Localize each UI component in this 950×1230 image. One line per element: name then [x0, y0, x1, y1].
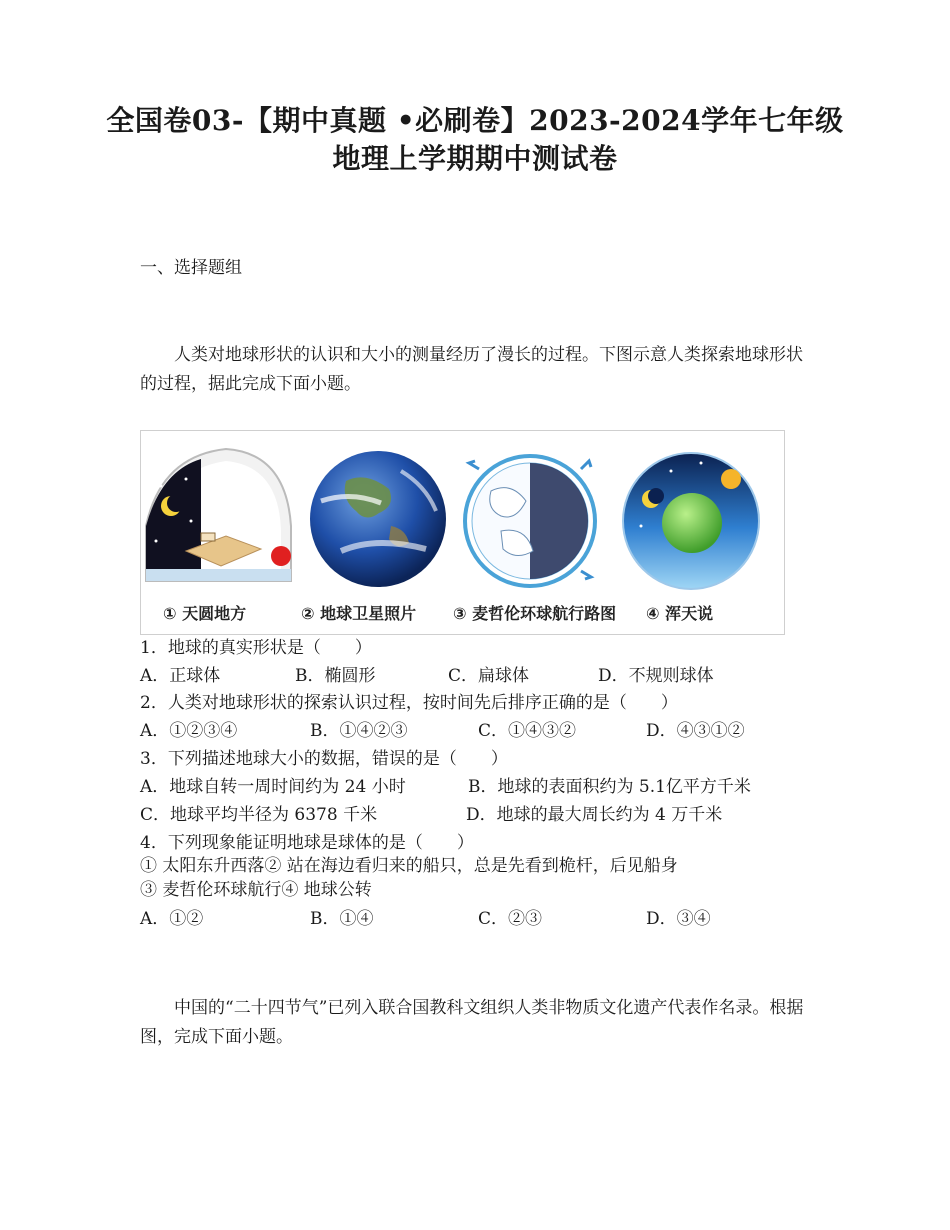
q2-option-a: A．①②③④: [140, 721, 238, 741]
q2-option-c: C．①④③②: [478, 721, 577, 741]
q1-option-a: A．正球体: [140, 666, 221, 686]
q3-option-a: A．地球自转一周时间约为 24 小时: [140, 777, 406, 797]
q1-option-b: B．椭圆形: [295, 666, 376, 686]
intro-paragraph-2: 中国的“二十四节气”已列入联合国教科文组织人类非物质文化遗产代表作名录。根据图，完成下面小题。: [140, 998, 804, 1047]
earth-shape-figure: [140, 430, 785, 635]
q1-option-c: C．扁球体: [448, 666, 530, 686]
q1-option-d: D．不规则球体: [598, 666, 714, 686]
figure-caption-2: ② 地球卫星照片: [301, 604, 417, 623]
q4-statement-line-2: ③ 麦哲伦环球航行④ 地球公转: [140, 880, 372, 900]
q3-option-b: B．地球的表面积约为 5.1亿平方千米: [468, 777, 751, 797]
dome-heaven-square-earth-illustration: [146, 449, 291, 581]
page-title-line1: 全国卷03-【期中真题 •必刷卷】2023-2024学年七年级: [106, 104, 844, 137]
page-title-line2: 地理上学期期中测试卷: [332, 142, 618, 175]
q4-option-a: A．①②: [140, 909, 204, 929]
huntian-theory-illustration: [623, 453, 759, 589]
question-1-stem: 1．地球的真实形状是（ ）: [140, 638, 372, 658]
satellite-earth-photo-illustration: [310, 451, 446, 587]
q3-option-c: C．地球平均半径为 6378 千米: [140, 805, 378, 825]
q4-option-d: D．③④: [646, 909, 711, 929]
figure-caption-4: ④ 浑天说: [646, 604, 714, 623]
question-2-stem: 2．人类对地球形状的探索认识过程，按时间先后排序正确的是（ ）: [140, 693, 678, 713]
question-4-stem: 4．下列现象能证明地球是球体的是（ ）: [140, 833, 474, 853]
question-3-stem: 3．下列描述地球大小的数据，错误的是（ ）: [140, 749, 508, 769]
q2-option-d: D．④③①②: [646, 721, 745, 741]
q4-statement-line-1: ① 太阳东升西落② 站在海边看归来的船只，总是先看到桅杆，后见船身: [140, 856, 678, 876]
figure-caption-1: ① 天圆地方: [163, 604, 247, 623]
magellan-voyage-map-illustration: [465, 456, 595, 586]
q3-option-d: D．地球的最大周长约为 4 万千米: [466, 805, 723, 825]
figure-caption-3: ③ 麦哲伦环球航行路图: [453, 604, 617, 623]
section-heading: 一、选择题组: [140, 258, 242, 278]
q4-option-c: C．②③: [478, 909, 543, 929]
intro-paragraph-1: 人类对地球形状的认识和大小的测量经历了漫长的过程。下图示意人类探索地球形状的过程，据此完成下面小题。: [140, 345, 803, 394]
q2-option-b: B．①④②③: [310, 721, 408, 741]
q4-option-b: B．①④: [310, 909, 374, 929]
